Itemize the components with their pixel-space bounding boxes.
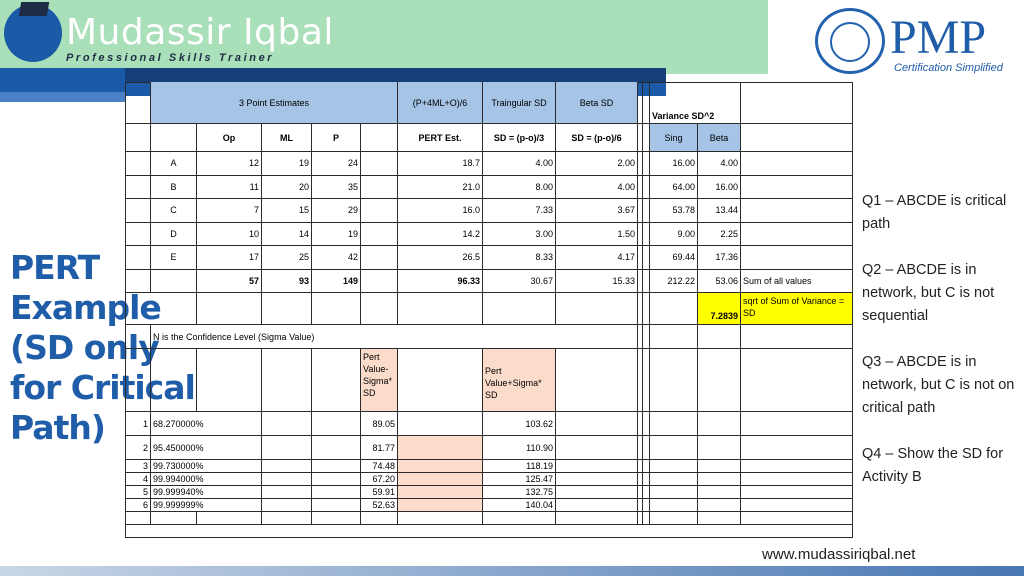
row-op: 10 <box>197 223 262 247</box>
header-variance: Variance SD^2 <box>650 82 741 124</box>
empty-cell <box>361 176 398 200</box>
sigma-n: 2 <box>125 436 151 460</box>
col-header-beta-var: Beta <box>698 124 741 152</box>
empty-cell <box>641 512 650 525</box>
sigma-n: 5 <box>125 486 151 499</box>
row-op: 12 <box>197 152 262 176</box>
sigma-n: 6 <box>125 499 151 512</box>
empty-cell <box>641 412 650 436</box>
row-var-sing: 69.44 <box>650 246 698 270</box>
brand-name: Mudassir Iqbal <box>66 12 334 53</box>
sigma-pert-plus: 140.04 <box>483 499 556 512</box>
sigma-pert-plus: 110.90 <box>483 436 556 460</box>
col-header-pert: PERT Est. <box>398 124 483 152</box>
empty-cell <box>698 499 741 512</box>
row-var-beta: 16.00 <box>698 176 741 200</box>
empty-cell <box>312 473 361 486</box>
row-var-beta: 4.00 <box>698 152 741 176</box>
col-header-tri: SD = (p-o)/3 <box>483 124 556 152</box>
empty-cell <box>650 473 698 486</box>
row-activity-name: A <box>151 152 197 176</box>
empty-cell <box>650 436 698 460</box>
empty-cell <box>398 460 483 473</box>
empty-cell <box>741 223 853 247</box>
questions-list <box>862 190 1022 512</box>
total-p: 149 <box>312 270 361 294</box>
empty-cell <box>641 486 650 499</box>
sigma-n: 3 <box>125 460 151 473</box>
empty-cell <box>312 412 361 436</box>
sigma-pert-minus: 52.63 <box>361 499 398 512</box>
pert-minus-header: Pert Value-Sigma* SD <box>361 349 398 412</box>
empty-cell <box>556 293 638 325</box>
col-header-p: P <box>312 124 361 152</box>
sigma-pert-minus: 67.20 <box>361 473 398 486</box>
empty-cell <box>698 473 741 486</box>
row-ml: 14 <box>262 223 312 247</box>
empty-cell <box>125 199 151 223</box>
empty-cell <box>741 199 853 223</box>
empty-cell <box>262 460 312 473</box>
row-activity-name: E <box>151 246 197 270</box>
empty-cell <box>197 293 262 325</box>
row-var-beta: 17.36 <box>698 246 741 270</box>
empty-cell <box>312 293 361 325</box>
col-header-sing: Sing <box>650 124 698 152</box>
row-pert: 26.5 <box>398 246 483 270</box>
sigma-confidence: 95.450000% <box>151 436 262 460</box>
empty-cell <box>741 499 853 512</box>
row-op: 11 <box>197 176 262 200</box>
empty-cell <box>197 512 262 525</box>
sigma-pert-plus: 132.75 <box>483 486 556 499</box>
row-pert: 18.7 <box>398 152 483 176</box>
sigma-pert-plus: 103.62 <box>483 412 556 436</box>
row-var-sing: 64.00 <box>650 176 698 200</box>
empty-cell <box>151 270 197 294</box>
total-op: 57 <box>197 270 262 294</box>
sigma-pert-plus: 125.47 <box>483 473 556 486</box>
empty-cell <box>741 460 853 473</box>
empty-cell <box>312 512 361 525</box>
row-tri-sd: 3.00 <box>483 223 556 247</box>
empty-cell <box>641 152 650 176</box>
empty-cell <box>741 349 853 412</box>
row-p: 42 <box>312 246 361 270</box>
total-pert: 96.33 <box>398 270 483 294</box>
empty-cell <box>741 246 853 270</box>
empty-cell <box>398 512 483 525</box>
row-pert: 14.2 <box>398 223 483 247</box>
empty-cell <box>398 412 483 436</box>
empty-cell <box>262 436 312 460</box>
empty-cell <box>641 436 650 460</box>
empty-cell <box>741 152 853 176</box>
empty-cell <box>556 412 638 436</box>
empty-cell <box>650 512 698 525</box>
empty-cell <box>125 176 151 200</box>
empty-cell <box>556 499 638 512</box>
empty-cell <box>125 82 151 124</box>
slide-title: PERT Example (SD only for Critical Path) <box>10 248 195 447</box>
empty-cell <box>650 349 698 412</box>
empty-cell <box>398 293 483 325</box>
empty-cell <box>641 499 650 512</box>
empty-cell <box>641 82 650 124</box>
empty-cell <box>483 293 556 325</box>
empty-cell <box>398 486 483 499</box>
row-beta-sd: 4.17 <box>556 246 638 270</box>
header-stripe-light <box>0 92 125 102</box>
header-stripe-dark <box>125 68 666 82</box>
sigma-confidence: 99.994000% <box>151 473 262 486</box>
row-ml: 25 <box>262 246 312 270</box>
row-beta-sd: 3.67 <box>556 199 638 223</box>
empty-cell <box>641 223 650 247</box>
empty-cell <box>361 199 398 223</box>
pmp-figures-icon <box>830 22 870 62</box>
sigma-pert-minus: 81.77 <box>361 436 398 460</box>
empty-cell <box>125 270 151 294</box>
empty-cell <box>650 412 698 436</box>
footer-bar <box>0 566 1024 576</box>
empty-cell <box>641 199 650 223</box>
empty-cell <box>641 270 650 294</box>
empty-cell <box>361 246 398 270</box>
row-var-beta: 2.25 <box>698 223 741 247</box>
empty-cell <box>650 325 698 349</box>
empty-cell <box>262 349 312 412</box>
empty-cell <box>741 473 853 486</box>
total-var-sing: 212.22 <box>650 270 698 294</box>
pmp-logo-subtitle: Certification Simplified <box>894 62 1003 74</box>
empty-cell <box>125 124 151 152</box>
row-p: 19 <box>312 223 361 247</box>
sum-note: Sum of all values <box>741 270 853 294</box>
empty-cell <box>741 82 853 124</box>
empty-cell <box>262 512 312 525</box>
row-tri-sd: 4.00 <box>483 152 556 176</box>
empty-cell <box>741 436 853 460</box>
row-beta-sd: 1.50 <box>556 223 638 247</box>
sigma-confidence: 99.730000% <box>151 460 262 473</box>
row-activity-name: D <box>151 223 197 247</box>
pert-plus-header: Pert Value+Sigma* SD <box>483 349 556 412</box>
row-op: 17 <box>197 246 262 270</box>
empty-cell <box>698 412 741 436</box>
empty-cell <box>556 512 638 525</box>
sigma-confidence: 68.270000% <box>151 412 262 436</box>
empty-cell <box>312 486 361 499</box>
empty-cell <box>125 246 151 270</box>
sigma-pert-minus: 89.05 <box>361 412 398 436</box>
empty-cell <box>361 223 398 247</box>
col-header-beta: SD = (p-o)/6 <box>556 124 638 152</box>
col-header-ml: ML <box>262 124 312 152</box>
empty-cell <box>125 349 151 412</box>
sqrt-value: 7.2839 <box>698 293 741 325</box>
pmp-logo-text: PMP <box>890 11 987 64</box>
empty-cell <box>151 512 197 525</box>
header-beta: Beta SD <box>556 82 638 124</box>
sigma-pert-minus: 59.91 <box>361 486 398 499</box>
empty-cell <box>361 512 398 525</box>
empty-cell <box>641 176 650 200</box>
empty-cell <box>125 512 151 525</box>
empty-cell <box>650 293 698 325</box>
empty-cell <box>650 499 698 512</box>
empty-cell <box>151 349 197 412</box>
empty-cell <box>741 325 853 349</box>
row-pert: 21.0 <box>398 176 483 200</box>
sigma-n: 1 <box>125 412 151 436</box>
empty-cell <box>698 436 741 460</box>
empty-cell <box>262 499 312 512</box>
brand-tagline: Professional Skills Trainer <box>66 52 275 64</box>
empty-cell <box>641 349 650 412</box>
row-p: 24 <box>312 152 361 176</box>
question-4: Q4 – Show the SD for Activity B <box>862 446 1004 485</box>
row-tri-sd: 8.33 <box>483 246 556 270</box>
row-activity-name: C <box>151 199 197 223</box>
footer-url[interactable]: www.mudassiriqbal.net <box>762 546 916 563</box>
sigma-confidence: 99.999999% <box>151 499 262 512</box>
empty-cell <box>650 460 698 473</box>
row-ml: 19 <box>262 152 312 176</box>
empty-cell <box>556 486 638 499</box>
header-triangular: Traingular SD <box>483 82 556 124</box>
empty-cell <box>556 349 638 412</box>
empty-cell <box>361 124 398 152</box>
empty-cell <box>641 124 650 152</box>
sqrt-note: sqrt of Sum of Variance = SD <box>741 293 853 325</box>
row-p: 35 <box>312 176 361 200</box>
empty-cell <box>398 436 483 460</box>
empty-cell <box>741 176 853 200</box>
row-tri-sd: 8.00 <box>483 176 556 200</box>
total-ml: 93 <box>262 270 312 294</box>
empty-cell <box>361 270 398 294</box>
empty-cell <box>641 473 650 486</box>
pert-table <box>125 82 853 538</box>
empty-cell <box>741 412 853 436</box>
row-p: 29 <box>312 199 361 223</box>
empty-cell <box>361 152 398 176</box>
empty-cell <box>151 124 197 152</box>
empty-cell <box>398 473 483 486</box>
empty-cell <box>698 486 741 499</box>
total-tri: 30.67 <box>483 270 556 294</box>
row-var-sing: 53.78 <box>650 199 698 223</box>
empty-cell <box>262 293 312 325</box>
question-3: Q3 – ABCDE is in network, but C is not on critical path <box>862 354 1015 416</box>
sigma-n: 4 <box>125 473 151 486</box>
sigma-pert-minus: 74.48 <box>361 460 398 473</box>
empty-cell <box>641 460 650 473</box>
empty-cell <box>125 293 197 325</box>
empty-cell <box>125 152 151 176</box>
empty-cell <box>698 460 741 473</box>
empty-cell <box>741 512 853 525</box>
confidence-note: N is the Confidence Level (Sigma Value) <box>151 325 638 349</box>
empty-cell <box>698 512 741 525</box>
empty-cell <box>641 293 650 325</box>
total-beta: 15.33 <box>556 270 638 294</box>
empty-cell <box>641 325 650 349</box>
row-var-sing: 16.00 <box>650 152 698 176</box>
row-beta-sd: 2.00 <box>556 152 638 176</box>
empty-cell <box>312 499 361 512</box>
header-three-point: 3 Point Estimates <box>151 82 398 124</box>
empty-cell <box>398 499 483 512</box>
row-var-sing: 9.00 <box>650 223 698 247</box>
empty-cell <box>361 293 398 325</box>
row-ml: 20 <box>262 176 312 200</box>
empty-cell <box>312 460 361 473</box>
empty-cell <box>698 325 741 349</box>
row-ml: 15 <box>262 199 312 223</box>
empty-cell <box>698 349 741 412</box>
empty-cell <box>741 124 853 152</box>
empty-cell <box>398 349 483 412</box>
row-beta-sd: 4.00 <box>556 176 638 200</box>
empty-cell <box>741 486 853 499</box>
empty-cell <box>556 436 638 460</box>
empty-cell <box>262 412 312 436</box>
empty-cell <box>556 460 638 473</box>
row-op: 7 <box>197 199 262 223</box>
question-1: Q1 – ABCDE is critical path <box>862 193 1007 232</box>
sigma-pert-plus: 118.19 <box>483 460 556 473</box>
row-pert: 16.0 <box>398 199 483 223</box>
empty-cell <box>312 436 361 460</box>
empty-cell <box>650 486 698 499</box>
empty-cell <box>197 349 262 412</box>
row-tri-sd: 7.33 <box>483 199 556 223</box>
graduation-cap-icon <box>19 2 49 16</box>
empty-cell <box>483 512 556 525</box>
sigma-confidence: 99.999940% <box>151 486 262 499</box>
empty-cell <box>556 473 638 486</box>
empty-cell <box>641 246 650 270</box>
question-2: Q2 – ABCDE is in network, but C is not sequential <box>862 262 995 324</box>
empty-cell <box>262 473 312 486</box>
empty-cell <box>312 349 361 412</box>
empty-cell <box>125 325 151 349</box>
row-var-beta: 13.44 <box>698 199 741 223</box>
empty-cell <box>262 486 312 499</box>
col-header-op: Op <box>197 124 262 152</box>
header-formula: (P+4ML+O)/6 <box>398 82 483 124</box>
empty-cell <box>125 223 151 247</box>
total-var-beta: 53.06 <box>698 270 741 294</box>
row-activity-name: B <box>151 176 197 200</box>
